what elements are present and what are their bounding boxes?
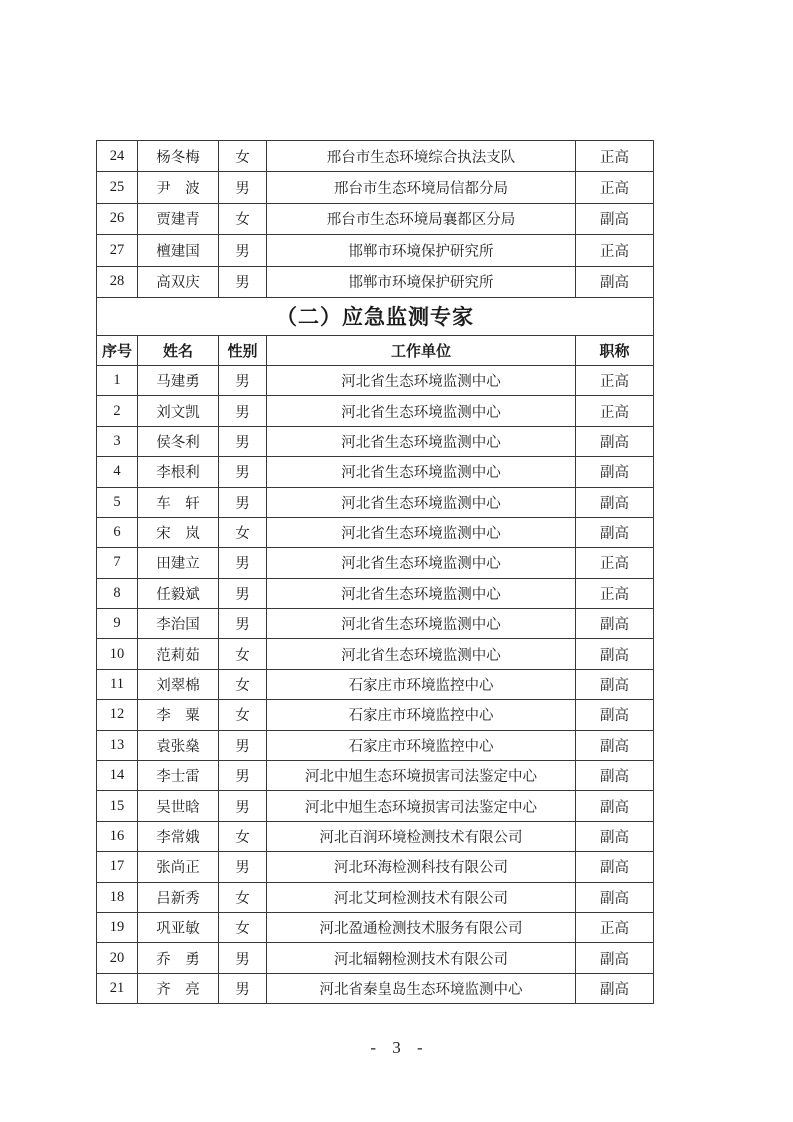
table-cell: 男 [219, 609, 267, 639]
table-row [97, 548, 654, 578]
table-row [97, 669, 654, 699]
table-cell: 正高 [576, 548, 654, 578]
column-header: 职称 [576, 335, 654, 365]
table-cell: 李根利 [138, 457, 219, 487]
table-cell: 副高 [576, 973, 654, 1003]
table-cell: 副高 [576, 669, 654, 699]
table-cell: 副高 [576, 426, 654, 456]
table-cell: 河北辐翱检测技术有限公司 [267, 943, 576, 973]
table-cell: 14 [97, 761, 138, 791]
table-cell: 正高 [576, 396, 654, 426]
column-header: 工作单位 [267, 335, 576, 365]
table-cell: 21 [97, 973, 138, 1003]
table-cell: 侯冬利 [138, 426, 219, 456]
table-cell: 乔 勇 [138, 943, 219, 973]
table-cell: 邢台市生态环境局襄都区分局 [267, 203, 576, 234]
table-cell: 河北省生态环境监测中心 [267, 457, 576, 487]
table-cell: 男 [219, 235, 267, 266]
section-heading-row [97, 297, 654, 335]
table-row [97, 141, 654, 172]
table-cell: 副高 [576, 609, 654, 639]
table-cell: 6 [97, 517, 138, 547]
table-row [97, 578, 654, 608]
table-cell: 正高 [576, 912, 654, 942]
table-cell: 17 [97, 852, 138, 882]
table-row [97, 487, 654, 517]
table-cell: 男 [219, 548, 267, 578]
table-cell: 5 [97, 487, 138, 517]
table-cell: 邯郸市环境保护研究所 [267, 235, 576, 266]
table-cell: 副高 [576, 852, 654, 882]
page-number: - 3 - [370, 1038, 423, 1057]
column-header: 姓名 [138, 335, 219, 365]
table-cell: 19 [97, 912, 138, 942]
table-row [97, 730, 654, 760]
table-cell: 贾建青 [138, 203, 219, 234]
table-cell: 正高 [576, 172, 654, 203]
table-cell: 副高 [576, 266, 654, 297]
previous-section-rows [97, 141, 654, 298]
table-cell: 男 [219, 852, 267, 882]
table-cell: 副高 [576, 730, 654, 760]
table-cell: 女 [219, 203, 267, 234]
table-cell: 刘翠棉 [138, 669, 219, 699]
table-cell: 高双庆 [138, 266, 219, 297]
table-cell: 齐 亮 [138, 973, 219, 1003]
table-cell: 河北省生态环境监测中心 [267, 548, 576, 578]
table-cell: 宋 岚 [138, 517, 219, 547]
table-cell: 河北百润环境检测技术有限公司 [267, 821, 576, 851]
experts-roster-table [96, 140, 654, 1004]
table-row [97, 396, 654, 426]
table-row [97, 700, 654, 730]
table-cell: 男 [219, 172, 267, 203]
table-row [97, 266, 654, 297]
table-cell: 河北省秦皇岛生态环境监测中心 [267, 973, 576, 1003]
table-cell: 石家庄市环境监控中心 [267, 669, 576, 699]
table-cell: 车 轩 [138, 487, 219, 517]
table-cell: 刘文凯 [138, 396, 219, 426]
emergency-experts-rows [97, 365, 654, 1003]
table-cell: 邢台市生态环境局信都分局 [267, 172, 576, 203]
table-row [97, 882, 654, 912]
table-cell: 河北中旭生态环境损害司法鉴定中心 [267, 791, 576, 821]
table-cell: 河北省生态环境监测中心 [267, 365, 576, 395]
table-cell: 27 [97, 235, 138, 266]
table-cell: 石家庄市环境监控中心 [267, 730, 576, 760]
table-row [97, 761, 654, 791]
table-cell: 正高 [576, 578, 654, 608]
table-cell: 袁张燊 [138, 730, 219, 760]
table-row [97, 912, 654, 942]
table-cell: 副高 [576, 700, 654, 730]
table-cell: 9 [97, 609, 138, 639]
table-cell: 吴世晗 [138, 791, 219, 821]
table-cell: 3 [97, 426, 138, 456]
table-cell: 男 [219, 487, 267, 517]
table-cell: 正高 [576, 365, 654, 395]
table-cell: 20 [97, 943, 138, 973]
table-cell: 11 [97, 669, 138, 699]
table-cell: 副高 [576, 943, 654, 973]
table-row [97, 973, 654, 1003]
table-cell: 邢台市生态环境综合执法支队 [267, 141, 576, 172]
table-cell: 女 [219, 882, 267, 912]
table-cell: 男 [219, 426, 267, 456]
table-cell: 13 [97, 730, 138, 760]
table-cell: 田建立 [138, 548, 219, 578]
table-cell: 石家庄市环境监控中心 [267, 700, 576, 730]
table-cell: 李常娥 [138, 821, 219, 851]
table-cell: 副高 [576, 487, 654, 517]
table-cell: 河北省生态环境监测中心 [267, 639, 576, 669]
table-row [97, 365, 654, 395]
table-cell: 28 [97, 266, 138, 297]
table-cell: 副高 [576, 791, 654, 821]
table-cell: 副高 [576, 761, 654, 791]
table-cell: 16 [97, 821, 138, 851]
table-cell: 副高 [576, 821, 654, 851]
table-cell: 河北中旭生态环境损害司法鉴定中心 [267, 761, 576, 791]
table-cell: 河北艾珂检测技术有限公司 [267, 882, 576, 912]
table-row [97, 791, 654, 821]
table-cell: 男 [219, 266, 267, 297]
table-row [97, 639, 654, 669]
table-cell: 河北省生态环境监测中心 [267, 609, 576, 639]
table-cell: 男 [219, 730, 267, 760]
table-cell: 男 [219, 457, 267, 487]
table-cell: 河北省生态环境监测中心 [267, 487, 576, 517]
table-cell: 女 [219, 141, 267, 172]
table-cell: 任毅斌 [138, 578, 219, 608]
table-cell: 女 [219, 639, 267, 669]
table-cell: 吕新秀 [138, 882, 219, 912]
table-cell: 1 [97, 365, 138, 395]
table-cell: 李 粟 [138, 700, 219, 730]
table-cell: 副高 [576, 882, 654, 912]
table-row [97, 609, 654, 639]
table-cell: 张尚正 [138, 852, 219, 882]
table-cell: 副高 [576, 203, 654, 234]
table-cell: 马建勇 [138, 365, 219, 395]
table-row [97, 235, 654, 266]
table-cell: 男 [219, 761, 267, 791]
table-cell: 男 [219, 396, 267, 426]
table-row [97, 172, 654, 203]
table-header-row [97, 335, 654, 365]
table-cell: 邯郸市环境保护研究所 [267, 266, 576, 297]
table-cell: 副高 [576, 639, 654, 669]
table-row [97, 943, 654, 973]
table-row [97, 457, 654, 487]
table-cell: 4 [97, 457, 138, 487]
table-cell: 副高 [576, 457, 654, 487]
table-cell: 2 [97, 396, 138, 426]
table-cell: 李治国 [138, 609, 219, 639]
table-cell: 杨冬梅 [138, 141, 219, 172]
table-cell: 24 [97, 141, 138, 172]
table-cell: 河北环海检测科技有限公司 [267, 852, 576, 882]
table-cell: 副高 [576, 517, 654, 547]
table-cell: 正高 [576, 235, 654, 266]
table-cell: 正高 [576, 141, 654, 172]
table-row [97, 852, 654, 882]
table-cell: 女 [219, 821, 267, 851]
table-cell: 男 [219, 943, 267, 973]
table-cell: 女 [219, 700, 267, 730]
table-row [97, 203, 654, 234]
table-cell: 18 [97, 882, 138, 912]
table-cell: 尹 波 [138, 172, 219, 203]
table-cell: 8 [97, 578, 138, 608]
table-cell: 河北省生态环境监测中心 [267, 426, 576, 456]
table-cell: 26 [97, 203, 138, 234]
table-cell: 河北省生态环境监测中心 [267, 578, 576, 608]
section-heading-block [97, 297, 654, 365]
table-cell: 河北省生态环境监测中心 [267, 517, 576, 547]
table-row [97, 821, 654, 851]
table-cell: 男 [219, 578, 267, 608]
table-cell: 男 [219, 973, 267, 1003]
table-cell: 女 [219, 912, 267, 942]
table-cell: 12 [97, 700, 138, 730]
table-cell: 15 [97, 791, 138, 821]
table-cell: 檀建国 [138, 235, 219, 266]
table-row [97, 426, 654, 456]
section-heading: （二）应急监测专家 [97, 297, 654, 335]
table-cell: 李士雷 [138, 761, 219, 791]
table-cell: 河北省生态环境监测中心 [267, 396, 576, 426]
column-header: 性别 [219, 335, 267, 365]
table-cell: 7 [97, 548, 138, 578]
table-row [97, 517, 654, 547]
table-cell: 范莉茹 [138, 639, 219, 669]
table-cell: 男 [219, 365, 267, 395]
table-cell: 女 [219, 517, 267, 547]
table-cell: 女 [219, 669, 267, 699]
column-header: 序号 [97, 335, 138, 365]
table-cell: 河北盈通检测技术服务有限公司 [267, 912, 576, 942]
table-cell: 男 [219, 791, 267, 821]
table-cell: 25 [97, 172, 138, 203]
table-cell: 巩亚敏 [138, 912, 219, 942]
table-cell: 10 [97, 639, 138, 669]
